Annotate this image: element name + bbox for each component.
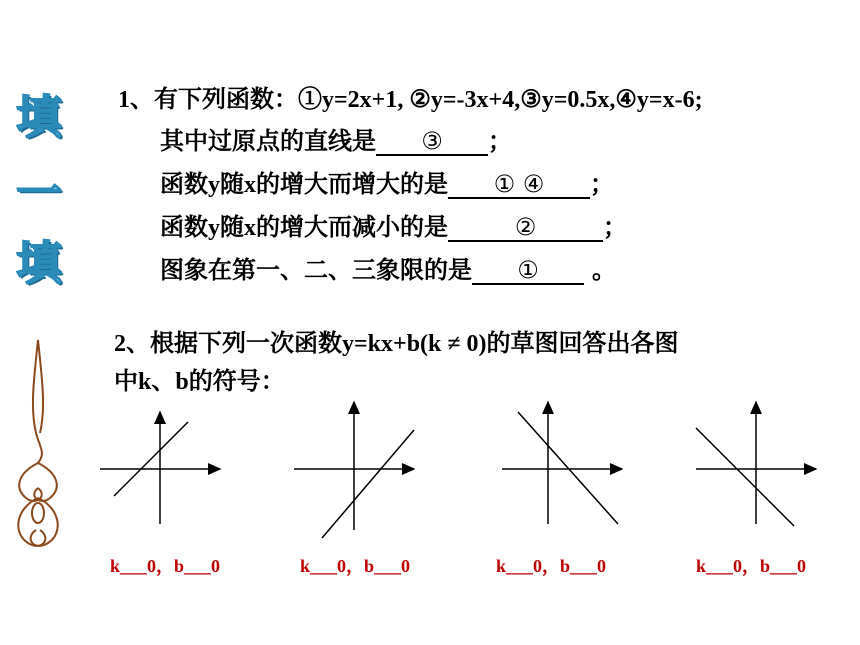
q1-line-4 — [160, 214, 627, 243]
graph-2 — [292, 400, 422, 540]
q1-line-1: 1、有下列函数：①y=2x+1, ②y=-3x+4,③y=0.5x,④y=x-6; — [118, 87, 703, 113]
graph-2-answer: k___0，b___0 — [300, 556, 411, 576]
graph-3 — [500, 400, 630, 530]
q1-line-4-text: 函数y随x的增大而减小的是 — [160, 215, 448, 241]
q1-line-2-text: 其中过原点的直线是 — [160, 129, 376, 155]
graph-1-answer: k___0，b___0 — [110, 556, 221, 576]
graph-4 — [694, 400, 824, 530]
graph-4-answer: k___0，b___0 — [696, 556, 807, 576]
q1-line-3 — [160, 171, 614, 200]
answer-blank-origin: ③ — [376, 128, 488, 156]
answer-blank-increasing: ① ④ — [448, 171, 590, 199]
q1-line-2 — [160, 128, 512, 157]
graph-3-answer: k___0，b___0 — [496, 556, 607, 576]
q1-line-5 — [160, 257, 616, 286]
sidebar-char-1: 填 — [16, 90, 62, 144]
sidebar-char-3: 填 — [16, 236, 62, 290]
answer-blank-quadrants: ① — [472, 257, 584, 285]
q1-line-3-text: 函数y随x的增大而增大的是 — [160, 172, 448, 198]
q1-line-5-text: 图象在第一、二、三象限的是 — [160, 258, 472, 284]
q2-line-2: 中k、b的符号： — [114, 369, 285, 395]
q1-line-3-punct: ； — [590, 172, 614, 198]
graph-1 — [98, 400, 228, 530]
q1-line-4-punct: ； — [603, 215, 627, 241]
q1-line-2-punct: ； — [488, 129, 512, 155]
q2-line-1: 2、根据下列一次函数y=kx+b(k ≠ 0)的草图回答出各图 — [114, 331, 679, 357]
sidebar-char-2: 一 — [16, 166, 62, 220]
q1-line-5-punct: 。 — [592, 258, 616, 284]
ornament-icon — [8, 338, 68, 558]
answer-blank-decreasing: ② — [448, 214, 603, 242]
